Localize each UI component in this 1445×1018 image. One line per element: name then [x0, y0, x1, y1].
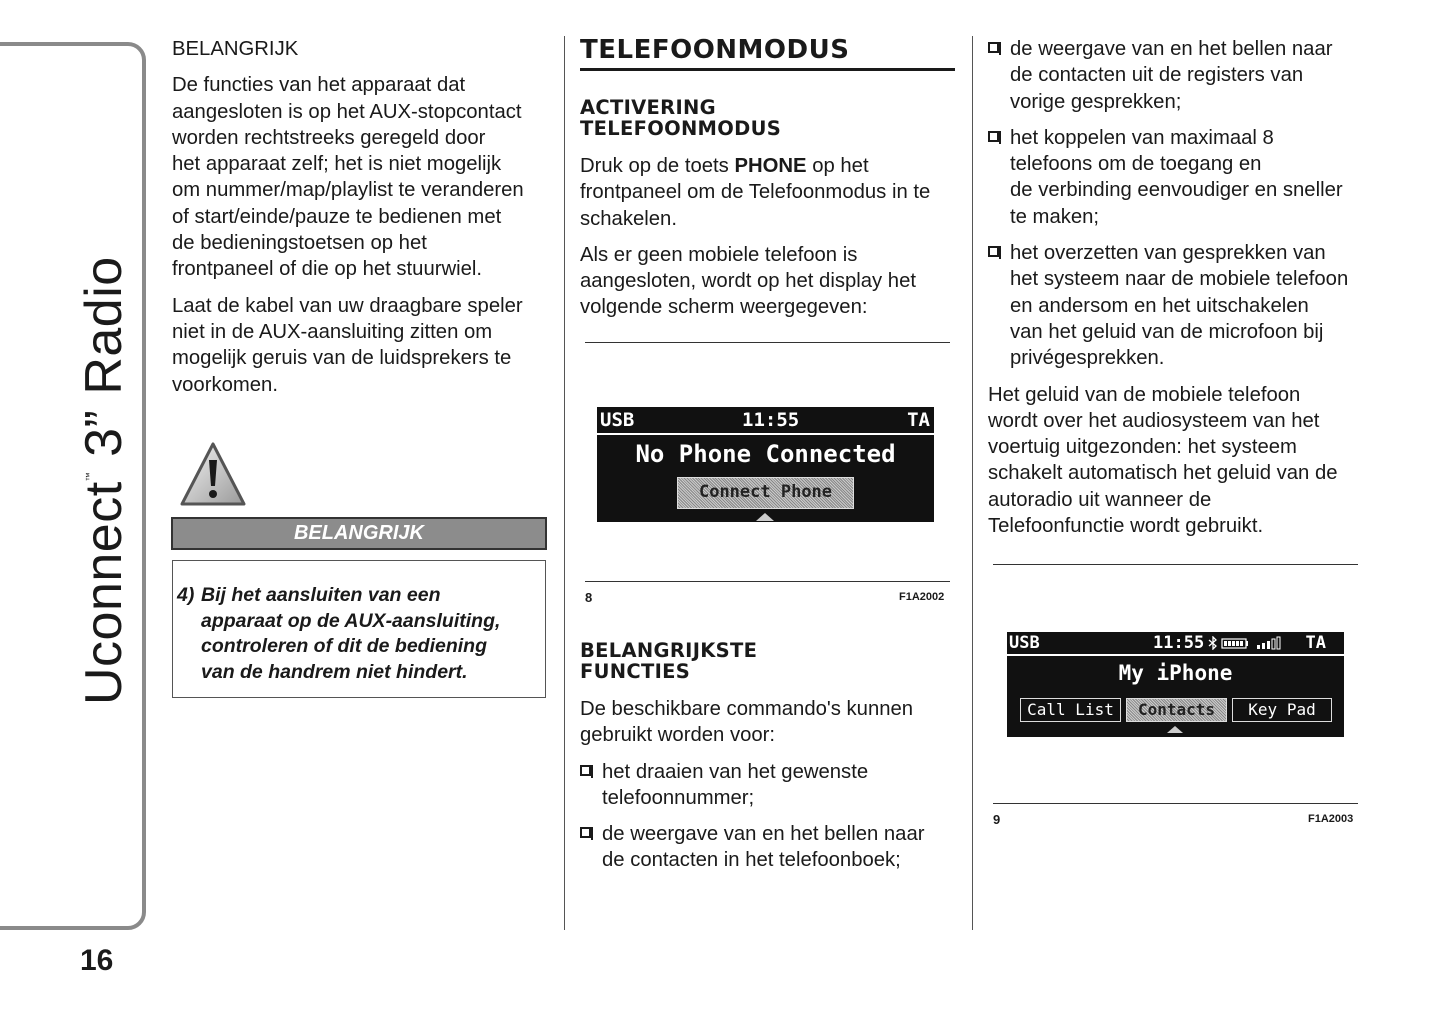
section-heading: BELANGRIJK: [172, 38, 299, 60]
selector-arrow-icon: [1167, 726, 1183, 733]
column-divider: [972, 36, 973, 930]
checkbox-bullet-icon: [988, 246, 999, 257]
figure-number: 9: [993, 812, 1001, 827]
paragraph: De beschikbare commando's kunnen gebruikt worden voor:: [580, 698, 914, 747]
key-pad-button[interactable]: Key Pad: [1232, 698, 1332, 722]
warning-box: 4) Bij het aansluiten van een apparaat op de AUX-aansluiting, controleren of dit de bediening van de handrem niet hindert.: [172, 560, 546, 698]
figure-number: 8: [585, 590, 593, 605]
checkbox-bullet-icon: [580, 765, 591, 776]
chapter-heading: TELEFOONMODUS: [580, 36, 955, 71]
call-list-button[interactable]: Call List: [1020, 698, 1121, 722]
figure-code: F1A2002: [899, 591, 945, 603]
list-item: het koppelen van maximaal 8 telefoons om de toegang en de verbinding eenvoudiger en sneller te maken;: [988, 125, 1368, 230]
checkbox-bullet-icon: [988, 131, 999, 142]
paragraph: Druk op de toets PHONE op het frontpaneel om de Telefoonmodus in te schakelen.: [580, 155, 931, 230]
display-status-bar: [597, 407, 934, 435]
ta-label: TA: [907, 409, 930, 431]
column-left: [172, 36, 552, 408]
connect-phone-button[interactable]: Connect Phone: [677, 477, 854, 509]
figure-bottom-rule: [585, 581, 950, 582]
figure-top-rule: [585, 342, 950, 343]
clock: 11:55: [1153, 633, 1205, 653]
connected-device-name: My iPhone: [1118, 661, 1233, 685]
figure-bottom-rule: [993, 803, 1358, 804]
checkbox-bullet-icon: [988, 42, 999, 53]
clock: 11:55: [742, 409, 800, 431]
column-middle-lower: [580, 640, 955, 884]
bluetooth-icon: [1208, 636, 1218, 650]
paragraph: Laat de kabel van uw draagbare speler niet in de AUX-aansluiting zitten om mogelijk geruis van de luidsprekers te voorkomen.: [172, 294, 523, 396]
subheading: ACTIVERING TELEFOONMODUS: [580, 96, 782, 140]
warning-triangle-icon: [178, 440, 248, 510]
usb-label: USB: [1009, 633, 1040, 653]
checkbox-bullet-icon: [580, 827, 591, 838]
ta-label: TA: [1305, 633, 1326, 653]
list-item: de weergave van en het bellen naar de contacten uit de registers van vorige gesprekken;: [988, 36, 1368, 115]
figure-code: F1A2003: [1308, 813, 1354, 825]
battery-icon: [1221, 638, 1249, 649]
page-number: 16: [80, 944, 114, 977]
column-right: [988, 36, 1368, 549]
column-middle: [580, 36, 955, 331]
display-status-bar: [1007, 632, 1344, 656]
subheading: BELANGRIJKSTE FUNCTIES: [580, 639, 758, 683]
figure-top-rule: [993, 564, 1358, 565]
radio-display-phone: [1007, 632, 1344, 737]
selector-arrow-icon: [756, 513, 774, 521]
paragraph: Het geluid van de mobiele telefoon wordt over het audiosysteem van het voertuig uitgezonden: het systeem schakelt automatisch het geluid van de autoradio uit wanneer de Telefoonfunctie wordt gebruikt.: [988, 383, 1338, 538]
usb-label: USB: [600, 409, 635, 431]
column-divider: [564, 36, 565, 930]
display-message: No Phone Connected: [635, 440, 896, 468]
paragraph: De functies van het apparaat dat aangesloten is op het AUX-stopcontact worden rechtstreeks geregeld door het apparaat zelf; het is niet mogelijk om nummer/map/playlist te veranderen of start/einde/pauze te bedienen met de bedieningstoetsen op het frontpaneel of die op het stuurwiel.: [172, 74, 524, 281]
contacts-button[interactable]: Contacts: [1126, 698, 1227, 722]
chapter-title: Uconnect™ 3” Radio: [75, 256, 133, 705]
list-item: de weergave van en het bellen naar de contacten in het telefoonboek;: [580, 821, 955, 874]
list-item: het draaien van het gewenste telefoonnummer;: [580, 759, 955, 812]
signal-strength-icon: [1255, 635, 1285, 650]
list-item: het overzetten van gesprekken van het systeem naar de mobiele telefoon en andersom en het uitschakelen van het geluid van de microfoon bij privégesprekken.: [988, 240, 1368, 371]
radio-display-no-phone: [597, 407, 934, 522]
paragraph: Als er geen mobiele telefoon is aangesloten, wordt op het display het volgende scherm weergegeven:: [580, 243, 916, 319]
warning-header: BELANGRIJK: [171, 517, 547, 550]
